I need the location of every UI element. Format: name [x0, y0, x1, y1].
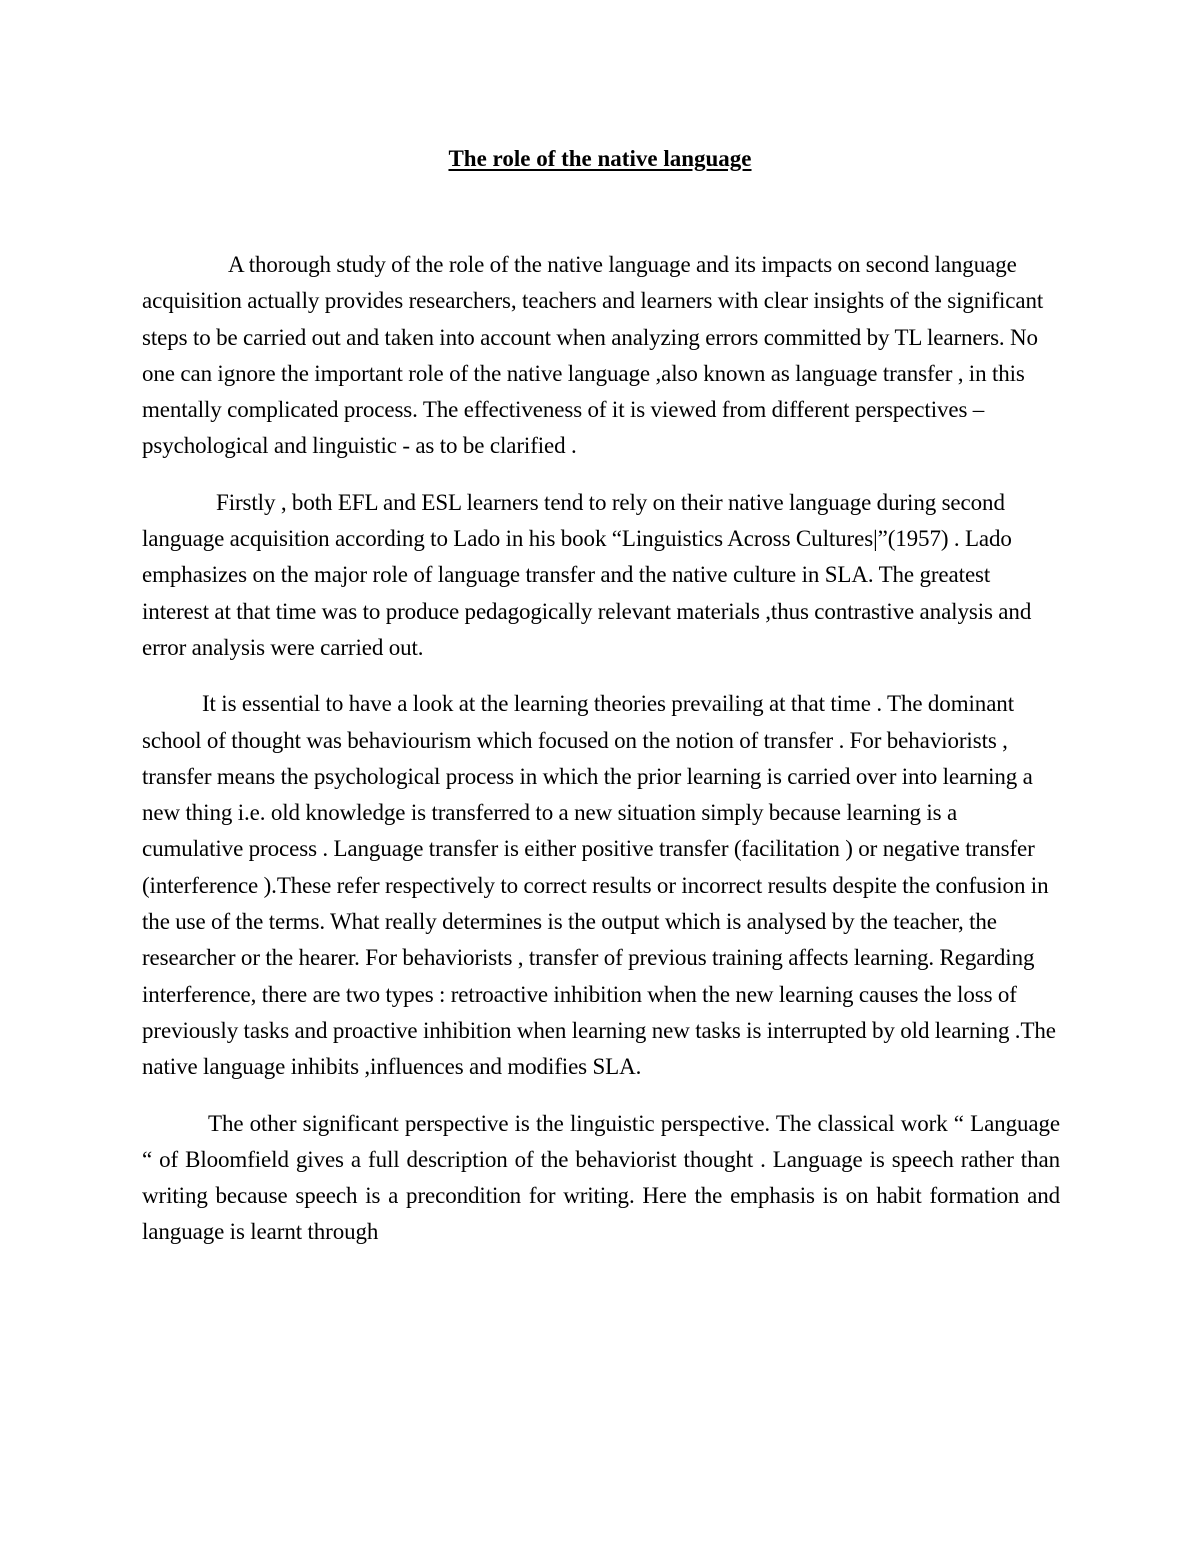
document-title — [0, 142, 1200, 176]
document-body — [142, 247, 1060, 1251]
document-title-text: The role of the native language — [448, 146, 752, 171]
paragraph-2: Firstly , both EFL and ESL learners tend to rely on their native language during second language acquisition according to Lado in his book “Linguistics Across Cultures|”(1957) . Lado emphasizes on the major role of language transfer and the native culture in SLA. The greatest interest at that time was to produce pedagogically relevant materials ,thus contrastive analysis and error analysis were carried out. — [142, 489, 1032, 660]
paragraph-1: A thorough study of the role of the native language and its impacts on second language acquisition actually provides researchers, teachers and learners with clear insights of the significant steps to be carried out and taken into account when analyzing errors committed by TL learners. No one can ignore the important role of the native language ,also known as language transfer , in this mentally complicated process. The effectiveness of it is viewed from different perspectives – psychological and linguistic - as to be clarified . — [142, 252, 1044, 459]
paragraph-4: The other significant perspective is the linguistic perspective. The classical work “ Language “ of Bloomfield gives a full description of the behaviorist thought . Language is speech rather than writing because speech is a precondition for writing. Here the emphasis is on habit formation and language is learnt through — [142, 1110, 1060, 1245]
paragraph-3: It is essential to have a look at the learning theories prevailing at that time . The dominant school of thought was behaviourism which focused on the notion of transfer . For behaviorists , transfer means the psychological process in which the prior learning is carried over into learning a new thing i.e. old knowledge is transferred to a new situation simply because learning is a cumulative process . Language transfer is either positive transfer (facilitation ) or negative transfer (interference ).These refer respectively to correct results or incorrect results despite the confusion in the use of the terms. What really determines is the output which is analysed by the teacher, the researcher or the hearer. For behaviorists , transfer of previous training affects learning. Regarding interference, there are two types : retroactive inhibition when the new learning causes the loss of previously tasks and proactive inhibition when learning new tasks is interrupted by old learning .The native language inhibits ,influences and modifies SLA. — [142, 691, 1056, 1080]
